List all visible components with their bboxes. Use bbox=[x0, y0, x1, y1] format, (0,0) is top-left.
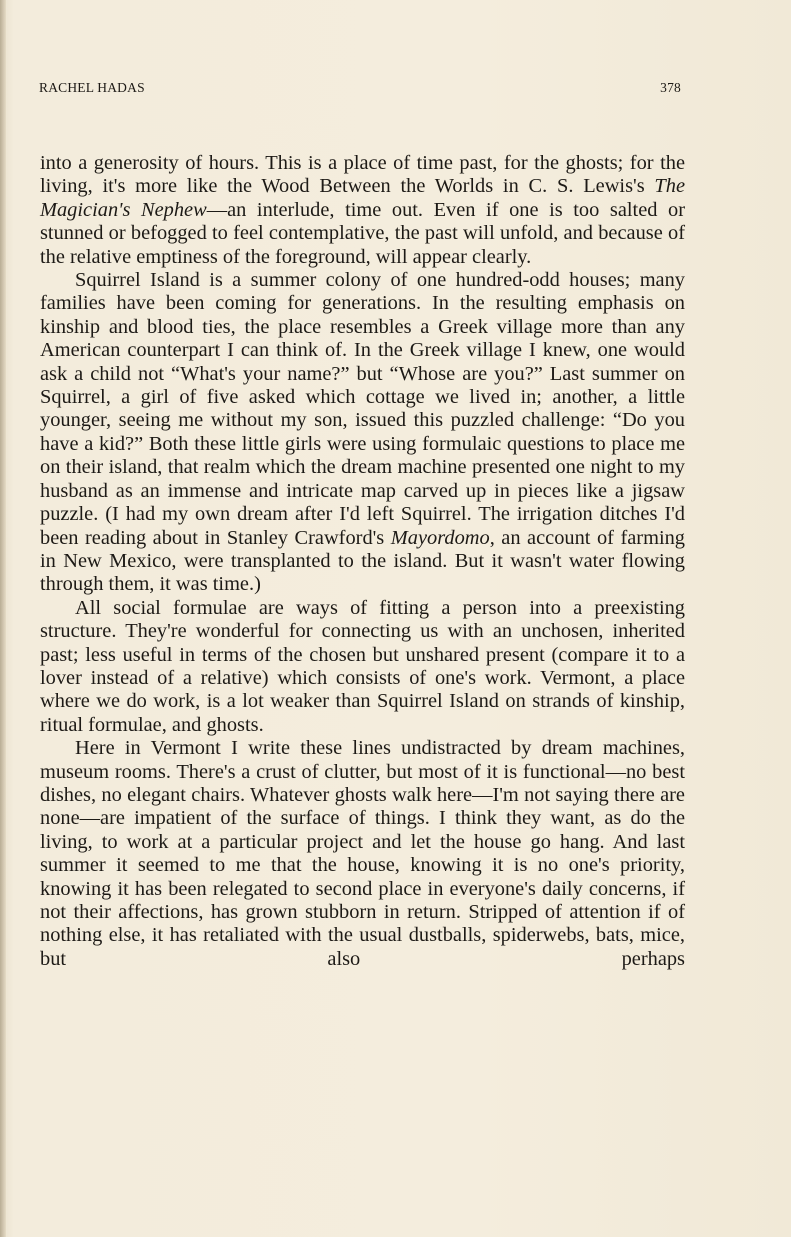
paragraph bbox=[40, 737, 685, 971]
paragraph-text: , an account of farming in New Mexico, were transplanted to the island. But it wasn't water flowing through them, it was time.) bbox=[40, 526, 685, 596]
book-title: The Magician's Nephew bbox=[40, 175, 685, 221]
paragraph bbox=[40, 269, 685, 597]
paragraph-text: Here in Vermont I write these lines undistracted by dream machines, museum rooms. There's a crust of clutter, but most of it is functional—no best dishes, no elegant chairs. Whatever ghosts walk here—I'm not saying there are none—are impatient of the surface of things. I think they want, as do the living, to work at a particular project and let the house go hang. And last summer it seemed to me that the house, knowing it is no one's priority, knowing it has been relegated to second place in everyone's daily concerns, if not their affections, has grown stubborn in return. Stripped of attention if of nothing else, it has retaliated with the usual dustballs, spiderwebs, bats, mice, but also perhaps bbox=[40, 737, 685, 970]
body-text bbox=[40, 152, 685, 971]
page-gutter-shadow bbox=[0, 0, 6, 1237]
paragraph-text: into a generosity of hours. This is a place of time past, for the ghosts; for the living, it's more like the Wood Between the Worlds in C. S. Lewis's bbox=[40, 152, 685, 198]
page-header bbox=[39, 80, 681, 100]
paragraph-text: Squirrel Island is a summer colony of one hundred-odd houses; many families have been coming for generations. In the resulting emphasis on kinship and blood ties, the place resembles a Greek village more than any American counterpart I can think of. In the Greek village I knew, one would ask a child not “What's your name?” but “Whose are you?” Last summer on Squirrel, a girl of five asked which cottage we lived in; another, a little younger, seeing me without my son, issued this puzzled challenge: “Do you have a kid?” Both these little girls were using formulaic questions to place me on their island, that realm which the dream machine presented one night to my husband as an immense and intricate map carved up in pieces like a jigsaw puzzle. (I had my own dream after I'd left Squirrel. The irrigation ditches I'd been reading about in Stanley Crawford's bbox=[40, 269, 685, 549]
paragraph bbox=[40, 152, 685, 269]
paragraph-text: —an interlude, time out. Even if one is too salted or stunned or befogged to feel contemplative, the past will unfold, and because of the relative emptiness of the foreground, will appear clearly. bbox=[40, 198, 686, 268]
running-head: RACHEL HADAS bbox=[39, 80, 145, 95]
paragraph-text: All social formulae are ways of fitting a person into a preexisting structure. They're wonderful for connecting us with an unchosen, inherited past; less useful in terms of the chosen but unshared present (compare it to a lover instead of a relative) which consists of one's work. Vermont, a place where we do work, is a lot weaker than Squirrel Island on strands of kinship, ritual formulae, and ghosts. bbox=[40, 596, 685, 736]
paragraph bbox=[40, 597, 685, 737]
book-title: Mayordomo bbox=[390, 526, 490, 549]
page-number: 378 bbox=[660, 80, 681, 95]
